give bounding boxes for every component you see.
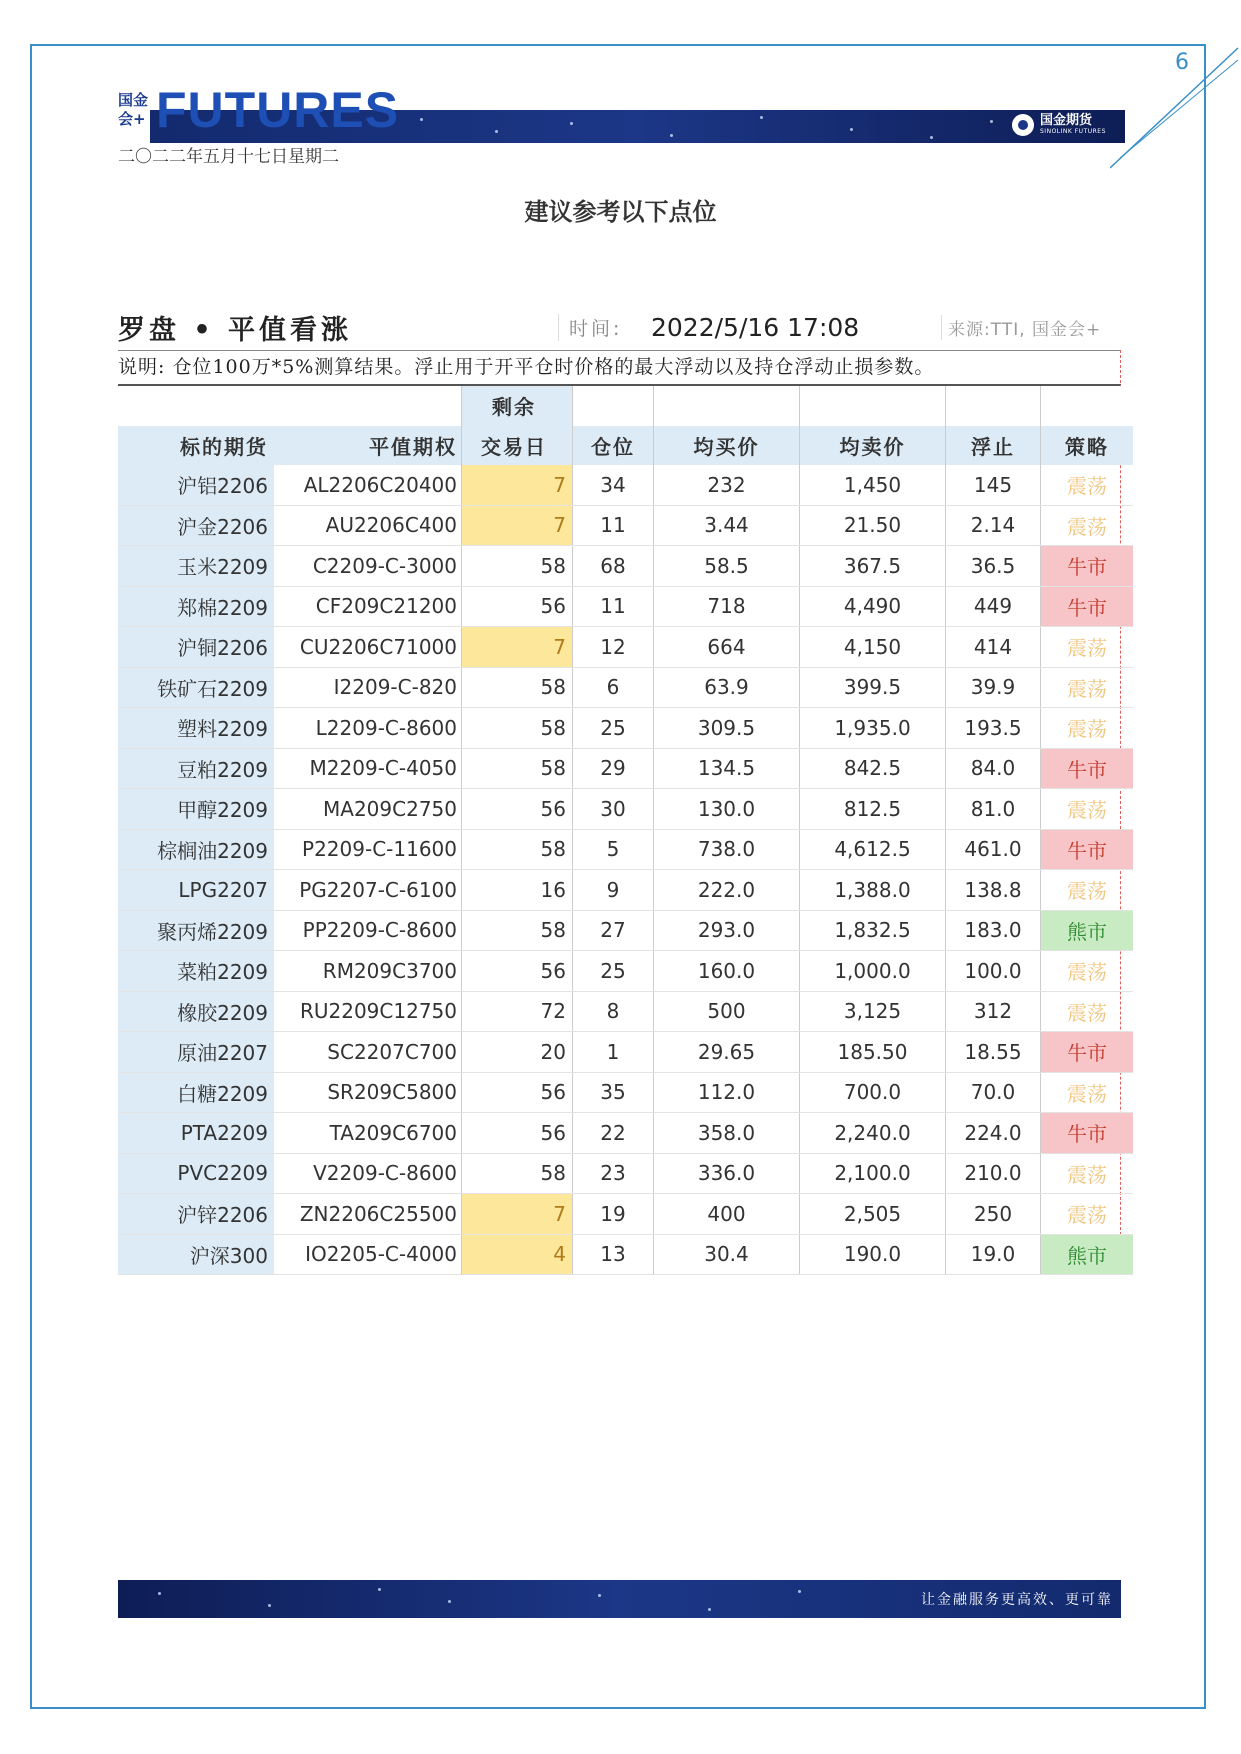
cell-avg-buy: 336.0 xyxy=(654,1153,800,1194)
cell-option: IO2205-C-4000 xyxy=(274,1234,462,1275)
cell-option: L2209-C-8600 xyxy=(274,708,462,749)
cell-futures: 聚丙烯2209 xyxy=(118,910,274,951)
cell-avg-buy: 112.0 xyxy=(654,1072,800,1113)
cell-position: 68 xyxy=(573,546,654,587)
header-float-stop: 浮止 xyxy=(946,426,1041,466)
cell-futures: 沪金2206 xyxy=(118,505,274,546)
cell-float-stop: 461.0 xyxy=(946,829,1041,870)
table-row xyxy=(118,789,1133,830)
cell-avg-sell: 2,240.0 xyxy=(800,1113,946,1154)
section-title: 建议参考以下点位 xyxy=(524,198,717,226)
cell-option: SR209C5800 xyxy=(274,1072,462,1113)
table-row xyxy=(118,829,1133,870)
cell-futures: 沪锌2206 xyxy=(118,1194,274,1235)
footer-banner xyxy=(118,1580,1121,1618)
table-row xyxy=(118,951,1133,992)
cell-avg-buy: 130.0 xyxy=(654,789,800,830)
cell-option: SC2207C700 xyxy=(274,1032,462,1073)
header-avg-sell: 均卖价 xyxy=(800,426,946,466)
cell-position: 12 xyxy=(573,627,654,668)
cell-avg-sell: 700.0 xyxy=(800,1072,946,1113)
cell-days: 7 xyxy=(462,465,573,505)
cell-strategy: 牛市 xyxy=(1041,586,1134,627)
cell-avg-buy: 718 xyxy=(654,586,800,627)
cell-days: 56 xyxy=(462,951,573,992)
cell-avg-sell: 2,505 xyxy=(800,1194,946,1235)
table-row xyxy=(118,1032,1133,1073)
brand-name-en: SINOLINK FUTURES xyxy=(1040,128,1106,135)
header-strategy: 策略 xyxy=(1041,426,1134,466)
cell-option: PG2207-C-6100 xyxy=(274,870,462,911)
cell-avg-buy: 738.0 xyxy=(654,829,800,870)
cell-futures: 菜粕2209 xyxy=(118,951,274,992)
table-row xyxy=(118,667,1133,708)
cell-float-stop: 84.0 xyxy=(946,748,1041,789)
cell-position: 29 xyxy=(573,748,654,789)
cell-float-stop: 250 xyxy=(946,1194,1041,1235)
cell-days: 58 xyxy=(462,667,573,708)
cell-avg-buy: 293.0 xyxy=(654,910,800,951)
cell-days: 58 xyxy=(462,546,573,587)
cell-float-stop: 70.0 xyxy=(946,1072,1041,1113)
cell-futures: PTA2209 xyxy=(118,1113,274,1154)
cell-avg-sell: 3,125 xyxy=(800,991,946,1032)
cell-avg-sell: 21.50 xyxy=(800,505,946,546)
cell-futures: 棕榈油2209 xyxy=(118,829,274,870)
table-row xyxy=(118,1153,1133,1194)
cell-avg-buy: 160.0 xyxy=(654,951,800,992)
cell-futures: 沪铝2206 xyxy=(118,465,274,505)
cell-float-stop: 138.8 xyxy=(946,870,1041,911)
cell-futures: 沪铜2206 xyxy=(118,627,274,668)
cell-days: 72 xyxy=(462,991,573,1032)
cell-option: PP2209-C-8600 xyxy=(274,910,462,951)
cell-avg-buy: 30.4 xyxy=(654,1234,800,1275)
cell-avg-sell: 2,100.0 xyxy=(800,1153,946,1194)
cell-futures: 铁矿石2209 xyxy=(118,667,274,708)
cell-strategy: 震荡 xyxy=(1041,1194,1134,1235)
cell-avg-sell: 812.5 xyxy=(800,789,946,830)
cell-futures: PVC2209 xyxy=(118,1153,274,1194)
cell-avg-sell: 185.50 xyxy=(800,1032,946,1073)
cell-option: P2209-C-11600 xyxy=(274,829,462,870)
cell-futures: 郑棉2209 xyxy=(118,586,274,627)
cell-option: M2209-C-4050 xyxy=(274,748,462,789)
brand-name-cn: 国金期货 xyxy=(1040,113,1093,128)
cell-strategy: 震荡 xyxy=(1041,667,1134,708)
cell-avg-buy: 222.0 xyxy=(654,870,800,911)
cell-days: 58 xyxy=(462,1153,573,1194)
report-date: 二〇二二年五月十七日星期二 xyxy=(118,147,339,167)
header-futures: 标的期货 xyxy=(118,426,274,466)
cell-position: 27 xyxy=(573,910,654,951)
cell-avg-sell: 4,150 xyxy=(800,627,946,668)
cell-days: 20 xyxy=(462,1032,573,1073)
cell-days: 58 xyxy=(462,748,573,789)
cell-avg-buy: 309.5 xyxy=(654,708,800,749)
cell-futures: 豆粕2209 xyxy=(118,748,274,789)
header-position: 仓位 xyxy=(573,426,654,466)
cell-position: 25 xyxy=(573,951,654,992)
cell-strategy: 牛市 xyxy=(1041,1032,1134,1073)
time-label: 时间: xyxy=(558,314,651,341)
cell-avg-sell: 4,490 xyxy=(800,586,946,627)
cell-float-stop: 39.9 xyxy=(946,667,1041,708)
cell-days: 58 xyxy=(462,708,573,749)
cell-float-stop: 183.0 xyxy=(946,910,1041,951)
cell-position: 19 xyxy=(573,1194,654,1235)
cell-days: 4 xyxy=(462,1234,573,1275)
cell-days: 58 xyxy=(462,910,573,951)
cell-float-stop: 224.0 xyxy=(946,1113,1041,1154)
cell-days: 56 xyxy=(462,586,573,627)
cell-position: 6 xyxy=(573,667,654,708)
cell-strategy: 震荡 xyxy=(1041,465,1134,505)
table-row xyxy=(118,627,1133,668)
cell-strategy: 熊市 xyxy=(1041,910,1134,951)
brand-logo xyxy=(1012,114,1106,136)
cell-position: 5 xyxy=(573,829,654,870)
cell-strategy: 震荡 xyxy=(1041,1072,1134,1113)
cell-option: C2209-C-3000 xyxy=(274,546,462,587)
table-row xyxy=(118,546,1133,587)
cell-option: I2209-C-820 xyxy=(274,667,462,708)
cell-avg-sell: 842.5 xyxy=(800,748,946,789)
cell-futures: 沪深300 xyxy=(118,1234,274,1275)
cell-avg-buy: 664 xyxy=(654,627,800,668)
page-number: 6 xyxy=(1175,50,1189,75)
brand-mark-icon xyxy=(1012,114,1034,136)
cell-float-stop: 145 xyxy=(946,465,1041,505)
cell-strategy: 震荡 xyxy=(1041,789,1134,830)
logo-cn: 国金会+ xyxy=(118,91,149,128)
cell-avg-sell: 1,000.0 xyxy=(800,951,946,992)
cell-avg-buy: 358.0 xyxy=(654,1113,800,1154)
cell-float-stop: 19.0 xyxy=(946,1234,1041,1275)
cell-option: ZN2206C25500 xyxy=(274,1194,462,1235)
options-table xyxy=(118,386,1133,1275)
cell-avg-sell: 1,832.5 xyxy=(800,910,946,951)
cell-days: 56 xyxy=(462,789,573,830)
cell-futures: LPG2207 xyxy=(118,870,274,911)
cell-float-stop: 81.0 xyxy=(946,789,1041,830)
cell-futures: 白糖2209 xyxy=(118,1072,274,1113)
cell-avg-sell: 1,388.0 xyxy=(800,870,946,911)
cell-strategy: 震荡 xyxy=(1041,627,1134,668)
cell-float-stop: 414 xyxy=(946,627,1041,668)
table-info-row xyxy=(118,304,1121,351)
cell-strategy: 震荡 xyxy=(1041,708,1134,749)
cell-days: 56 xyxy=(462,1113,573,1154)
header-days: 交易日 xyxy=(462,426,573,466)
cell-option: CF209C21200 xyxy=(274,586,462,627)
table-row xyxy=(118,1113,1133,1154)
table-row xyxy=(118,708,1133,749)
cell-avg-buy: 400 xyxy=(654,1194,800,1235)
cell-futures: 橡胶2209 xyxy=(118,991,274,1032)
cell-avg-sell: 4,612.5 xyxy=(800,829,946,870)
cell-option: AL2206C20400 xyxy=(274,465,462,505)
table-row xyxy=(118,465,1133,505)
cell-position: 13 xyxy=(573,1234,654,1275)
cell-option: RM209C3700 xyxy=(274,951,462,992)
table-row xyxy=(118,1072,1133,1113)
cell-avg-buy: 29.65 xyxy=(654,1032,800,1073)
cell-days: 56 xyxy=(462,1072,573,1113)
cell-position: 35 xyxy=(573,1072,654,1113)
table-row xyxy=(118,505,1133,546)
cell-strategy: 震荡 xyxy=(1041,870,1134,911)
table-title: 罗盘 • 平值看涨 xyxy=(118,314,353,346)
table-row xyxy=(118,910,1133,951)
cell-strategy: 熊市 xyxy=(1041,1234,1134,1275)
cell-float-stop: 312 xyxy=(946,991,1041,1032)
cell-futures: 塑料2209 xyxy=(118,708,274,749)
table-row xyxy=(118,586,1133,627)
cell-position: 22 xyxy=(573,1113,654,1154)
cell-days: 58 xyxy=(462,829,573,870)
cell-position: 11 xyxy=(573,505,654,546)
cell-position: 25 xyxy=(573,708,654,749)
cell-days: 7 xyxy=(462,505,573,546)
table-row xyxy=(118,1194,1133,1235)
cell-avg-sell: 367.5 xyxy=(800,546,946,587)
cell-days: 7 xyxy=(462,1194,573,1235)
source-text: 来源:TTI, 国金会+ xyxy=(941,315,1121,340)
cell-strategy: 震荡 xyxy=(1041,1153,1134,1194)
cell-avg-buy: 500 xyxy=(654,991,800,1032)
cell-float-stop: 193.5 xyxy=(946,708,1041,749)
cell-futures: 原油2207 xyxy=(118,1032,274,1073)
header-option: 平值期权 xyxy=(274,426,462,466)
cell-float-stop: 210.0 xyxy=(946,1153,1041,1194)
cell-position: 34 xyxy=(573,465,654,505)
cell-option: MA209C2750 xyxy=(274,789,462,830)
cell-float-stop: 100.0 xyxy=(946,951,1041,992)
table-row xyxy=(118,991,1133,1032)
cell-avg-sell: 399.5 xyxy=(800,667,946,708)
cell-strategy: 震荡 xyxy=(1041,991,1134,1032)
cell-strategy: 牛市 xyxy=(1041,546,1134,587)
cell-float-stop: 449 xyxy=(946,586,1041,627)
table-row xyxy=(118,1234,1133,1275)
cell-strategy: 震荡 xyxy=(1041,505,1134,546)
cell-futures: 玉米2209 xyxy=(118,546,274,587)
cell-avg-buy: 232 xyxy=(654,465,800,505)
time-value: 2022/5/16 17:08 xyxy=(651,312,860,342)
cell-float-stop: 2.14 xyxy=(946,505,1041,546)
cell-option: V2209-C-8600 xyxy=(274,1153,462,1194)
cell-position: 23 xyxy=(573,1153,654,1194)
cell-position: 9 xyxy=(573,870,654,911)
cell-strategy: 牛市 xyxy=(1041,829,1134,870)
table-row xyxy=(118,748,1133,789)
cell-avg-buy: 134.5 xyxy=(654,748,800,789)
logo-futures: FUTURES xyxy=(156,82,400,138)
cell-strategy: 牛市 xyxy=(1041,748,1134,789)
cell-avg-buy: 63.9 xyxy=(654,667,800,708)
cell-strategy: 牛市 xyxy=(1041,1113,1134,1154)
cell-float-stop: 36.5 xyxy=(946,546,1041,587)
cell-position: 8 xyxy=(573,991,654,1032)
cell-position: 11 xyxy=(573,586,654,627)
cell-avg-sell: 1,935.0 xyxy=(800,708,946,749)
cell-option: RU2209C12750 xyxy=(274,991,462,1032)
cell-days: 7 xyxy=(462,627,573,668)
cell-option: TA209C6700 xyxy=(274,1113,462,1154)
cell-avg-buy: 3.44 xyxy=(654,505,800,546)
header-days-top: 剩余 xyxy=(462,386,573,426)
cell-futures: 甲醇2209 xyxy=(118,789,274,830)
table-note: 说明: 仓位100万*5%测算结果。浮止用于开平仓时价格的最大浮动以及持仓浮动止损参数。 xyxy=(118,350,1121,386)
cell-position: 1 xyxy=(573,1032,654,1073)
cell-option: AU2206C400 xyxy=(274,505,462,546)
cell-option: CU2206C71000 xyxy=(274,627,462,668)
header-avg-buy: 均买价 xyxy=(654,426,800,466)
cell-avg-sell: 1,450 xyxy=(800,465,946,505)
cell-days: 16 xyxy=(462,870,573,911)
cell-avg-buy: 58.5 xyxy=(654,546,800,587)
footer-slogan: 让金融服务更高效、更可靠 xyxy=(921,1592,1113,1608)
cell-float-stop: 18.55 xyxy=(946,1032,1041,1073)
cell-avg-sell: 190.0 xyxy=(800,1234,946,1275)
cell-strategy: 震荡 xyxy=(1041,951,1134,992)
cell-position: 30 xyxy=(573,789,654,830)
table-row xyxy=(118,870,1133,911)
